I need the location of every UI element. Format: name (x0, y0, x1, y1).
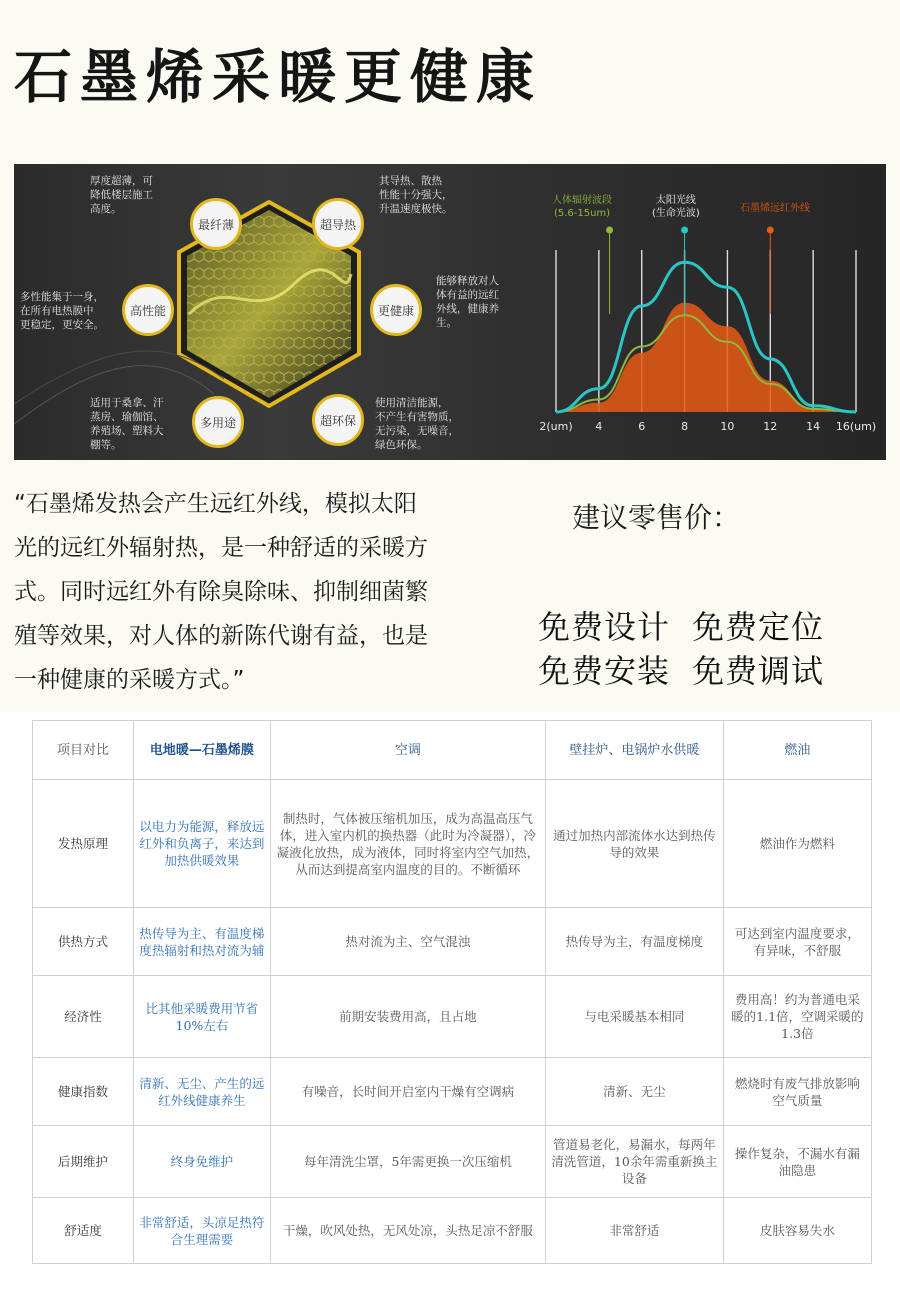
table-cell: 干燥，吹风处热，无风处凉，头热足凉不舒服 (270, 1198, 545, 1264)
x-tick-label: 8 (681, 420, 689, 433)
header-cell: 空调 (270, 721, 545, 780)
price-label: 建议零售价： (572, 501, 741, 534)
note-conductive: 其导热、散热 性能十分强大， 升温速度极快。 (379, 175, 453, 215)
table-cell: 清新、无尘 (546, 1058, 724, 1126)
quote-line: 殖等效果，对人体的新陈代谢有益，也是 (14, 623, 428, 649)
table-row (33, 976, 872, 1058)
table-row (33, 1126, 872, 1198)
row-label: 发热原理 (33, 780, 134, 908)
x-tick-label: 14 (806, 420, 821, 433)
badge-multiuse: 多用途 (192, 396, 244, 448)
header-cell: 电地暖—石墨烯膜 (134, 721, 271, 780)
quote-line: 式。同时远红外有除臭除味、抑制细菌繁 (14, 579, 428, 605)
x-tick-label: 12 (763, 420, 778, 433)
row-label: 经济性 (33, 976, 134, 1058)
table-row (33, 1198, 872, 1264)
header-cell: 燃油 (723, 721, 871, 780)
note-performance: 多性能集于一身， 在所有电热膜中 更稳定，更安全。 (20, 291, 104, 331)
service-item: 免费安装 (538, 652, 671, 690)
x-tick-label: 10 (720, 420, 735, 433)
legend-graphene: 石墨烯远红外线 (740, 203, 810, 214)
table-cell: 比其他采暖费用节省10%左右 (134, 976, 271, 1058)
table-cell: 热传导为主，有温度梯度 (546, 908, 724, 976)
row-label: 健康指数 (33, 1058, 134, 1126)
table-cell: 以电力为能源，释放远红外和负离子，来达到加热供暖效果 (134, 780, 271, 908)
table-cell: 非常舒适，头凉足热符合生理需要 (134, 1198, 271, 1264)
row-label: 后期维护 (33, 1126, 134, 1198)
quote-block (14, 482, 469, 702)
service-item: 免费调试 (692, 652, 825, 690)
note-thin: 厚度超薄，可 降低楼层施工 高度。 (90, 175, 153, 215)
table-cell: 通过加热内部流体水达到热传导的效果 (546, 780, 724, 908)
table-cell: 前期安装费用高，且占地 (270, 976, 545, 1058)
table-cell: 终身免维护 (134, 1126, 271, 1198)
table-cell: 非常舒适 (546, 1198, 724, 1264)
table-cell: 每年清洗尘罩，5年需更换一次压缩机 (270, 1126, 545, 1198)
table-cell: 有噪音，长时间开启室内干燥有空调病 (270, 1058, 545, 1126)
x-tick-label: 4 (595, 420, 603, 433)
legend-human: 人体辐射波段 (5.6-15um) (552, 195, 612, 219)
table-cell: 热传导为主、有温度梯度热辐射和热对流为辅 (134, 908, 271, 976)
table-cell: 皮肤容易失水 (723, 1198, 871, 1264)
note-multiuse: 适用于桑拿、汗 蒸房、瑜伽馆、 养殖场、塑料大 棚等。 (90, 397, 164, 451)
table-cell: 燃油作为燃料 (723, 780, 871, 908)
table-cell: 操作复杂，不漏水有漏油隐患 (723, 1126, 871, 1198)
badge-thin: 最纤薄 (190, 198, 242, 250)
quote-line: 一种健康的采暖方式。” (14, 667, 245, 693)
table-cell: 燃烧时有废气排放影响空气质量 (723, 1058, 871, 1126)
marker-dot (767, 227, 774, 234)
badge-performance: 高性能 (122, 284, 174, 336)
series-area-graphene (556, 303, 856, 412)
service-item: 免费定位 (692, 608, 825, 646)
x-tick-label: 16(um) (835, 420, 877, 433)
note-eco: 使用清洁能源， 不产生有害物质， 无污染，无噪音， 绿色环保。 (375, 397, 459, 451)
table-cell: 与电采暖基本相同 (546, 976, 724, 1058)
table-row (33, 908, 872, 976)
header-cell: 项目对比 (33, 721, 134, 780)
row-label: 供热方式 (33, 908, 134, 976)
table-row (33, 1058, 872, 1126)
table-cell: 管道易老化，易漏水，每两年清洗管道，10余年需重新换主设备 (546, 1126, 724, 1198)
badge-conductive: 超导热 (312, 198, 364, 250)
service-row (538, 646, 846, 692)
row-label: 舒适度 (33, 1198, 134, 1264)
legend-sunlight: 太阳光线 (生命光波) (652, 195, 700, 219)
marker-dot (606, 227, 613, 234)
x-tick-label: 6 (638, 420, 646, 433)
marker-dot (681, 227, 688, 234)
badge-healthy: 更健康 (370, 284, 422, 336)
comparison-table (32, 720, 872, 1264)
table-cell: 费用高！约为普通电采暖的1.1倍，空调采暖的1.3倍 (723, 976, 871, 1058)
table-cell: 清新、无尘、产生的远红外线健康养生 (134, 1058, 271, 1126)
service-row (538, 602, 846, 648)
quote-line: “石墨烯发热会产生远红外线，模拟太阳 (14, 491, 417, 517)
header-cell: 壁挂炉、电锅炉水供暖 (546, 721, 724, 780)
wavelength-chart (524, 164, 886, 460)
comparison-section (0, 712, 900, 1310)
badge-eco: 超环保 (312, 394, 364, 446)
service-item: 免费设计 (538, 608, 671, 646)
x-tick-label: 2(um) (539, 420, 573, 433)
table-cell: 制热时，气体被压缩机加压，成为高温高压气体，进入室内机的换热器（此时为冷凝器），冷凝液化放热，成为液体，同时将室内空气加热，从而达到提高室内温度的目的。不断循环 (270, 780, 545, 908)
graphene-hexagon-graphic (14, 164, 519, 460)
page-title: 石墨烯采暖更健康 (14, 43, 543, 111)
note-healthy: 能够释放对人 体有益的远红 外线，健康养 生。 (436, 275, 499, 329)
feature-panel (14, 164, 886, 460)
table-row (33, 780, 872, 908)
table-cell: 可达到室内温度要求，有异味，不舒服 (723, 908, 871, 976)
table-cell: 热对流为主、空气混浊 (270, 908, 545, 976)
quote-line: 光的远红外辐射热，是一种舒适的采暖方 (14, 535, 428, 561)
table-header-row (33, 721, 872, 780)
